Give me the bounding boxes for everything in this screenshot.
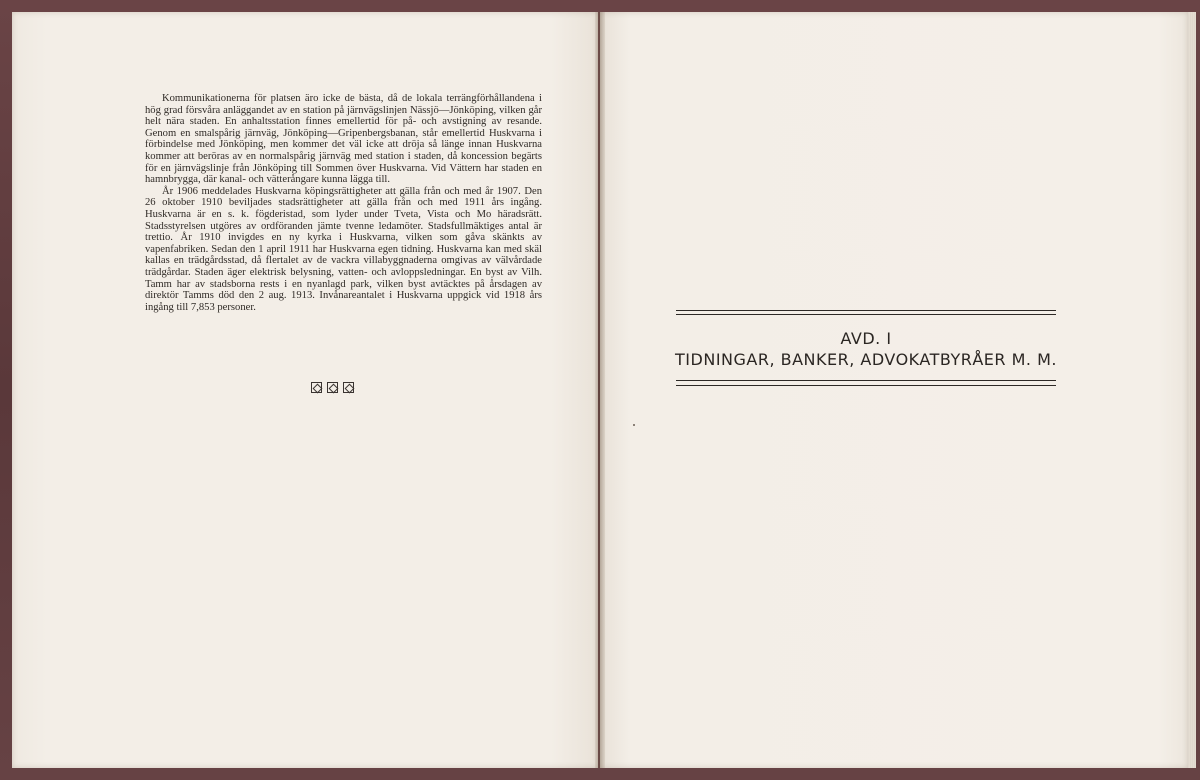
paragraph-communications: Kommunikationerna för platsen äro icke de bästa, då de lokala terrängförhållandena i hög grad försvåra anläggandet av en station på järnvägslinjen Nässjö—Jönköping, vilken går helt nära staden. En anhaltsstation finnes emellertid för på- och avstigning av resande. Genom en smalspårig järnväg, Jönköping—Gripenbergsbanan, står emellertid Huskvarna i förbindelse med Jönköping, men kommer det väl icke att dröja så länge innan Huskvarna kommer att beröras av en normalspårig järnväg med station i staden, då koncession begärts för en järnvägslinje från Jönköping till Sommen över Huskvarna. Vid Vättern har staden en hamnbrygga, där kanal- och vätterångare kunna lägga till. xyxy=(145,93,542,186)
section-title: TIDNINGAR, BANKER, ADVOKATBYRÅER M. M. xyxy=(675,350,1057,369)
top-rule-inner xyxy=(676,314,1056,315)
ornament-icon xyxy=(343,382,354,393)
right-page xyxy=(600,12,1188,768)
paragraph-town-history: År 1906 meddelades Huskvarna köpingsrättigheter att gälla från och med år 1907. Den 26 oktober 1910 beviljades stadsrättigheter att gälla från och med 1911 års ingång. Huskvarna är en s. k. fögderistad, som lyder under Tveta, Vista och Mo häradsrätt. Stadsstyrelsen utgöres av ordföranden jämte tvenne ledamöter. Stadsfullmäktiges antal är trettio. År 1910 invigdes en ny kyrka i Huskvarna, vilken som gåva skänkts av vapenfabriken. Sedan den 1 april 1911 har Huskvarna egen tidning. Huskvarna kan med skäl kallas en trädgårdsstad, då flertalet av de vackra villabyggnaderna omgivas av välvårdade trädgårdar. Staden äger elektrisk belysning, vatten- och avloppsledningar. En byst av Vilh. Tamm har av stadsborna rests i en nyanlagd park, vilken byst avtäcktes på årsdagen av direktör Tamms död den 2 aug. 1913. Invånareantalet i Huskvarna uppgick vid 1918 års ingång till 7,853 personer. xyxy=(145,185,542,313)
ornament-icon xyxy=(311,382,322,393)
body-text xyxy=(145,93,542,313)
paper-speck xyxy=(633,424,635,426)
bottom-rule-outer xyxy=(676,385,1056,386)
book-gutter xyxy=(595,12,605,768)
bottom-rule-inner xyxy=(676,380,1056,381)
ornament-row xyxy=(311,382,354,393)
page-edges xyxy=(1188,12,1196,768)
ornament-icon xyxy=(327,382,338,393)
section-number: AVD. I xyxy=(840,329,892,348)
top-rule-outer xyxy=(676,310,1056,311)
